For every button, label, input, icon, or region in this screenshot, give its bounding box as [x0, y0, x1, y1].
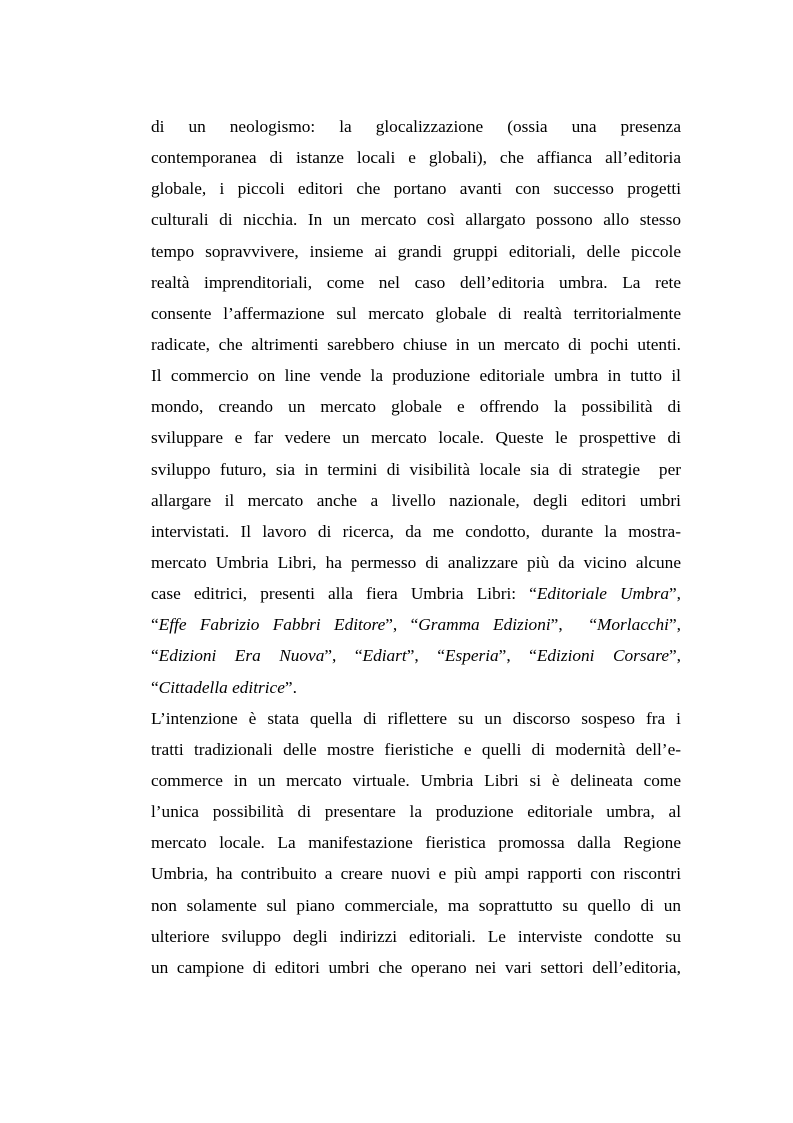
text-segment: Umbria, ha contribuito a creare nuovi e più ampi rapporti con riscontri [151, 864, 681, 884]
text-segment: ”, “ [385, 615, 419, 635]
text-line [151, 890, 681, 921]
text-segment: ”, [669, 584, 681, 604]
text-segment: contemporanea di istanze locali e globali), che affianca all’editoria [151, 148, 681, 168]
text-segment: realtà imprenditoriali, come nel caso dell’editoria umbra. La rete [151, 272, 681, 292]
text-segment: consente l’affermazione sul mercato globale di realtà territorialmente [151, 303, 681, 323]
text-segment: tempo sopravvivere, insieme ai grandi gruppi editoriali, delle piccole [151, 241, 681, 261]
text-segment: ulteriore sviluppo degli indirizzi editoriali. Le interviste condotte su [151, 926, 681, 946]
text-segment: non solamente sul piano commerciale, ma soprattutto su quello di un [151, 895, 681, 915]
text-segment: tratti tradizionali delle mostre fieristiche e quelli di modernità dell’e- [151, 739, 681, 759]
text-segment: “ [151, 646, 159, 666]
text-line [151, 640, 681, 671]
text-segment: un campione di editori umbri che operano nei vari settori dell’editoria, [151, 957, 681, 977]
text-segment: commerce in un mercato virtuale. Umbria Libri si è delineata come [151, 770, 681, 790]
text-line [151, 827, 681, 858]
italic-text: Edizioni Corsare [536, 646, 669, 666]
text-line [151, 298, 681, 329]
text-line [151, 952, 681, 983]
italic-text: Esperia [444, 646, 499, 666]
text-segment: ”, “ [498, 646, 537, 666]
text-segment: allargare il mercato anche a livello nazionale, degli editori umbri [151, 490, 681, 510]
text-line [151, 360, 681, 391]
text-segment: sviluppare e far vedere un mercato locale. Queste le prospettive di [151, 428, 681, 448]
text-line [151, 204, 681, 235]
text-segment: mercato Umbria Libri, ha permesso di analizzare più da vicino alcune [151, 552, 681, 572]
italic-text: Edizioni Era Nuova [158, 646, 325, 666]
body-text [151, 111, 681, 983]
text-line [151, 921, 681, 952]
text-line [151, 422, 681, 453]
text-line [151, 111, 681, 142]
text-line [151, 329, 681, 360]
text-line [151, 267, 681, 298]
text-segment: “ [151, 615, 159, 635]
text-segment: mercato locale. La manifestazione fieristica promossa dalla Regione [151, 833, 681, 853]
italic-text: Effe Fabrizio Fabbri Editore [158, 615, 386, 635]
text-segment: L’intenzione è stata quella di riflettere su un discorso sospeso fra i [151, 708, 681, 728]
text-line [151, 236, 681, 267]
text-line [151, 547, 681, 578]
italic-text: Morlacchi [597, 615, 669, 635]
text-segment: ”, [669, 646, 681, 666]
text-line [151, 485, 681, 516]
text-line [151, 609, 681, 640]
text-segment: radicate, che altrimenti sarebbero chiuse in un mercato di pochi utenti. [151, 334, 681, 354]
text-segment: case editrici, presenti alla fiera Umbria Libri: “ [151, 584, 537, 604]
text-segment: l’unica possibilità di presentare la produzione editoriale umbra, al [151, 802, 681, 822]
text-line [151, 796, 681, 827]
text-segment: culturali di nicchia. In un mercato così allargato possono allo stesso [151, 210, 681, 230]
text-segment: di un neologismo: la glocalizzazione (ossia una presenza [151, 117, 681, 136]
text-segment: ”, [669, 615, 681, 635]
text-line [151, 858, 681, 889]
italic-text: Gramma Edizioni [418, 615, 551, 635]
text-segment: Il commercio on line vende la produzione editoriale umbra in tutto il [151, 366, 681, 386]
text-line [151, 734, 681, 765]
text-line [151, 454, 681, 485]
text-segment: intervistati. Il lavoro di ricerca, da me condotto, durante la mostra- [151, 521, 681, 541]
text-line [151, 765, 681, 796]
text-line [151, 672, 681, 703]
text-line [151, 142, 681, 173]
italic-text: Ediart [362, 646, 407, 666]
text-line [151, 516, 681, 547]
text-segment: “ [151, 677, 159, 697]
text-segment: ”, “ [406, 646, 445, 666]
text-segment: ”, “ [550, 615, 597, 635]
text-line [151, 578, 681, 609]
text-segment: globale, i piccoli editori che portano avanti con successo progetti [151, 179, 681, 199]
text-line [151, 391, 681, 422]
italic-text: Cittadella editrice [158, 677, 285, 697]
text-line [151, 173, 681, 204]
italic-text: Editoriale Umbra [536, 584, 669, 604]
text-segment: ”. [284, 677, 297, 697]
text-line [151, 703, 681, 734]
text-segment: mondo, creando un mercato globale e offrendo la possibilità di [151, 397, 681, 417]
text-segment: sviluppo futuro, sia in termini di visibilità locale sia di strategie per [151, 459, 681, 479]
text-segment: ”, “ [324, 646, 363, 666]
